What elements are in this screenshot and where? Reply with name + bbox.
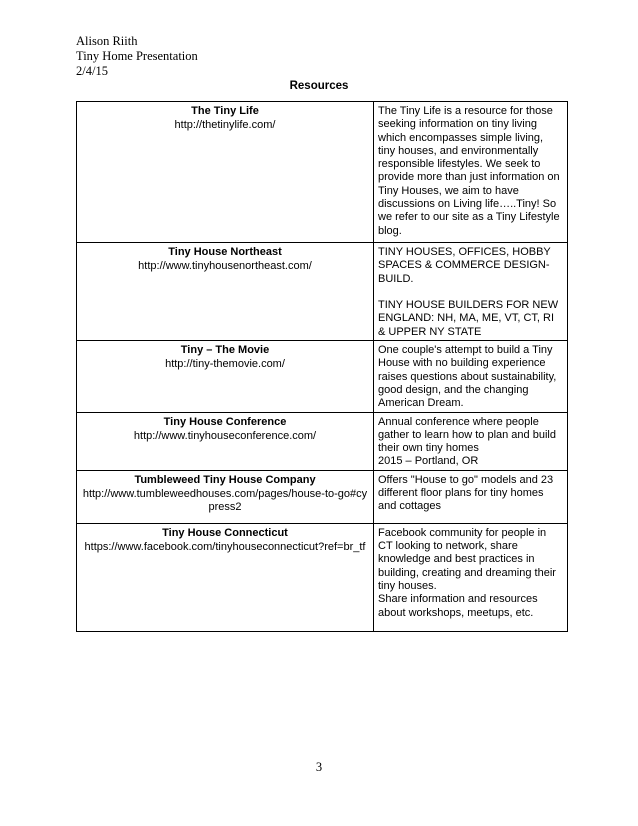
table-row xyxy=(77,523,568,631)
resource-name: Tiny House Northeast xyxy=(168,246,282,258)
resource-description-cell xyxy=(374,523,568,631)
resource-description-cell xyxy=(374,470,568,523)
resource-description: Annual conference where people gather to learn how to plan and build their own tiny homes 2015 – Portland, OR xyxy=(378,415,556,468)
table-row xyxy=(77,102,568,243)
resource-link[interactable]: https://www.facebook.com/tinyhouseconnecticut?ref=br_tf xyxy=(84,541,366,554)
resource-description-cell xyxy=(374,243,568,341)
resource-name: Tumbleweed Tiny House Company xyxy=(134,473,316,486)
resource-name-cell xyxy=(77,470,374,523)
page-title: Resources xyxy=(289,80,349,92)
resource-name: The Tiny Life xyxy=(191,105,259,117)
resource-name-cell xyxy=(77,102,374,243)
resource-description-cell xyxy=(374,102,568,243)
resource-name-cell xyxy=(77,243,374,341)
presentation-title: Tiny Home Presentation xyxy=(76,49,198,63)
resources-table xyxy=(76,101,568,632)
table-row xyxy=(77,412,568,470)
resource-description-cell xyxy=(374,341,568,412)
resource-description: One couple's attempt to build a Tiny House with no building experience raises questions about sustainability, good design, and the changing American Dream. xyxy=(378,344,557,410)
resource-name-cell xyxy=(77,523,374,631)
author-name: Alison Riith xyxy=(76,34,138,48)
resource-link[interactable]: http://tiny-themovie.com/ xyxy=(165,358,285,371)
resource-link[interactable]: http://www.tinyhouseconference.com/ xyxy=(133,429,317,442)
resource-description: The Tiny Life is a resource for those seeking information on tiny living which encompasses simple living, tiny houses, and environmentally responsible lifestyles. We seek to provide more than just information on Tiny Houses, we aim to have discussions on Living life…..Tiny! So we refer to our site as a Tiny Lifestyle blog. xyxy=(378,105,560,237)
table-row xyxy=(77,243,568,341)
document-date: 2/4/15 xyxy=(76,64,108,78)
resource-link[interactable]: http://www.tinyhousenortheast.com/ xyxy=(138,260,312,273)
resource-name-cell xyxy=(77,341,374,412)
table-row xyxy=(77,470,568,523)
resource-description: TINY HOUSES, OFFICES, HOBBY SPACES & COMMERCE DESIGN-BUILD. TINY HOUSE BUILDERS FOR NEW ENGLAND: NH, MA, ME, VT, CT, RI & UPPER NY STATE xyxy=(378,246,559,338)
table-row xyxy=(77,341,568,412)
resource-name-cell xyxy=(77,412,374,470)
resource-name: Tiny – The Movie xyxy=(180,344,270,357)
document-header xyxy=(76,34,198,79)
resource-link[interactable]: http://www.tumbleweedhouses.com/pages/house-to-go#cypress2 xyxy=(82,488,368,514)
resource-description: Offers "House to go" models and 23 different floor plans for tiny homes and cottages xyxy=(378,473,554,513)
page-number: 3 xyxy=(315,760,323,774)
resource-link[interactable]: http://thetinylife.com/ xyxy=(174,119,276,132)
resource-description: Facebook community for people in CT looking to network, share knowledge and best practices in building, creating and dreaming their tiny houses. Share information and resources about workshops, meetups, etc. xyxy=(378,526,556,619)
resource-description-cell xyxy=(374,412,568,470)
resource-name: Tiny House Connecticut xyxy=(162,526,288,539)
resource-name: Tiny House Conference xyxy=(163,415,287,428)
